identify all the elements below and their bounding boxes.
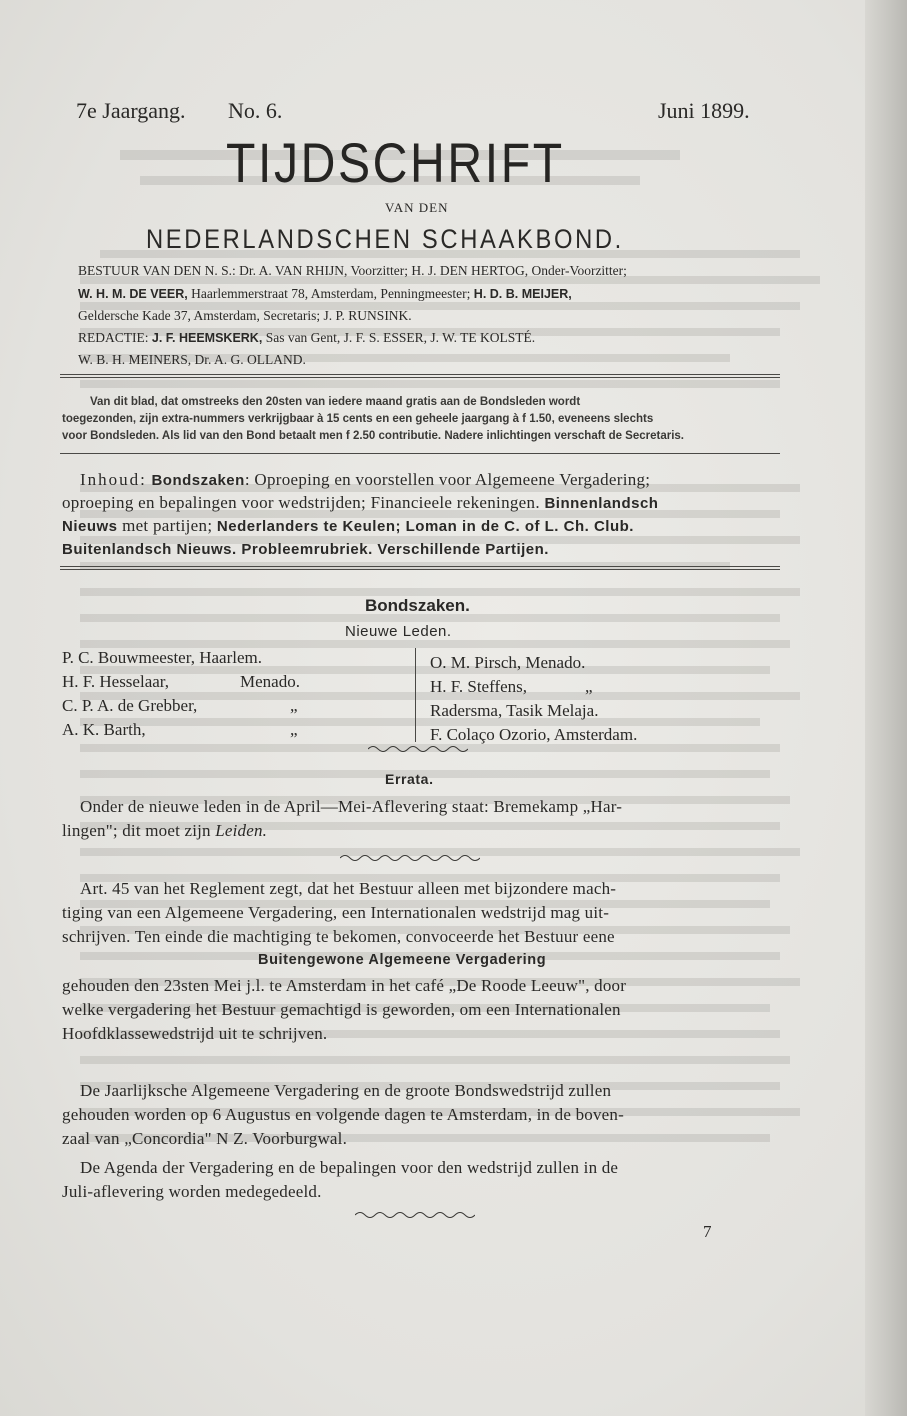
member-right: H. F. Steffens, [430,677,528,696]
annual-line-1: De Jaarlijksche Algemeene Vergadering en de groote Bondswedstrijd zullen [80,1081,612,1100]
member-left: A. K. Barth, [62,720,146,739]
volume: 7e Jaargang. [76,98,186,123]
page-edge [865,0,907,1416]
editorial-line-2: W. B. H. MEINERS, Dr. A. G. OLLAND. [78,352,306,367]
contents-line-2: oproeping en bepalingen voor wedstrijden; Financieele rekeningen. Binnenlandsch [62,493,659,512]
section-title: Bondszaken. [365,596,470,615]
board-line-1: BESTUUR VAN DEN N. S.: Dr. A. VAN RHIJN, Voorzitter; H. J. DEN HERTOG, Onder-Voorzitter; [78,263,627,278]
member-left: H. F. Hesselaar, [62,672,170,691]
page-number: 7 [703,1222,712,1241]
annual-line-4: De Agenda der Vergadering en de bepalingen voor den wedstrijd zullen in de [80,1158,619,1177]
art45-line-4: gehouden den 23sten Mei j.l. te Amsterdam in het café „De Roode Leeuw", door [62,976,627,995]
section-subtitle: Nieuwe Leden. [345,623,452,640]
board-line-3: Geldersche Kade 37, Amsterdam, Secretaris; J. P. RUNSINK. [78,308,412,323]
member-right: O. M. Pirsch, Menado. [430,653,586,672]
journal-title: TIJDSCHRIFT [226,131,565,194]
annual-line-2: gehouden worden op 6 Augustus en volgende dagen te Amsterdam, in de boven- [62,1105,624,1124]
secretary-name: H. D. B. MEIJER, [473,287,572,301]
annual-line-3: zaal van „Concordia" N Z. Voorburgwal. [62,1129,348,1148]
ornament-squiggle-icon [355,1210,475,1220]
column-divider [415,648,416,742]
contents-line-1: Inhoud: Bondszaken: Oproeping en voorstellen voor Algemeene Vergadering; [80,470,651,489]
notice-line-2: toegezonden, zijn extra-nummers verkrijgbaar à 15 cents en een geheele jaargang à f 1.50, eveneens slechts [62,413,654,425]
treasurer-name: W. H. M. DE VEER, [78,287,188,301]
member-right: F. Colaço Ozorio, Amsterdam. [430,725,638,744]
member-left-city: Menado. [240,672,300,691]
member-left-city: „ [290,696,298,715]
ornament-squiggle-icon [368,744,468,754]
board-line-2: W. H. M. DE VEER, Haarlemmerstraat 78, Amsterdam, Penningmeester; H. D. B. MEIJER, [78,286,572,301]
member-right: Radersma, Tasik Melaja. [430,701,599,720]
art45-line-1: Art. 45 van het Reglement zegt, dat het Bestuur alleen met bijzondere mach- [80,879,617,898]
organization-name: NEDERLANDSCHEN SCHAAKBOND. [146,224,624,254]
member-left-city: „ [290,720,298,739]
errata-line-1: Onder de nieuwe leden in de April—Mei-Aflevering staat: Bremekamp „Har- [80,797,623,816]
errata-line-2: lingen"; dit moet zijn Leiden. [62,821,268,840]
art45-line-6: Hoofdklassewedstrijd uit te schrijven. [62,1024,328,1043]
annual-line-5: Juli-aflevering worden medegedeeld. [62,1182,322,1201]
issue-number: No. 6. [228,98,283,123]
editorial-line: REDACTIE: J. F. HEEMSKERK, Sas van Gent, J. F. S. ESSER, J. W. TE KOLSTÉ. [78,330,536,345]
art45-line-3: schrijven. Ten einde die machtiging te bekomen, convoceerde het Bestuur eene [62,927,615,946]
errata-title: Errata. [385,771,434,787]
meeting-heading: Buitengewone Algemeene Vergadering [258,952,547,968]
divider-rule [60,453,780,454]
contents-label: Inhoud: [80,470,147,489]
divider-rule [60,377,780,378]
art45-line-2: tiging van een Algemeene Vergadering, een Internationalen wedstrijd mag uit- [62,903,610,922]
contents-line-3: Nieuws met partijen; Nederlanders te Keulen; Loman in de C. of L. Ch. Club. [62,516,634,535]
divider-rule [60,374,780,375]
van-den: VAN DEN [385,200,449,215]
art45-line-5: welke vergadering het Bestuur gemachtigd is geworden, om een Internationalen [62,1000,621,1019]
divider-rule [60,566,780,567]
divider-rule [60,569,780,570]
issue-date: Juni 1899. [658,98,750,123]
contents-line-4: Buitenlandsch Nieuws. Probleemrubriek. Verschillende Partijen. [62,541,549,558]
member-right-city: „ [585,677,593,696]
notice-line-3: voor Bondsleden. Als lid van den Bond betaalt men f 2.50 contributie. Nadere inlichtingen verschaft de Secretaris. [62,430,684,442]
member-left: P. C. Bouwmeester, Haarlem. [62,648,262,667]
notice-line-1: Van dit blad, dat omstreeks den 20sten van iedere maand gratis aan de Bondsleden wordt [90,396,581,408]
editor-name: J. F. HEEMSKERK, [151,331,263,345]
member-left: C. P. A. de Grebber, [62,696,198,715]
ornament-squiggle-icon [340,853,480,863]
